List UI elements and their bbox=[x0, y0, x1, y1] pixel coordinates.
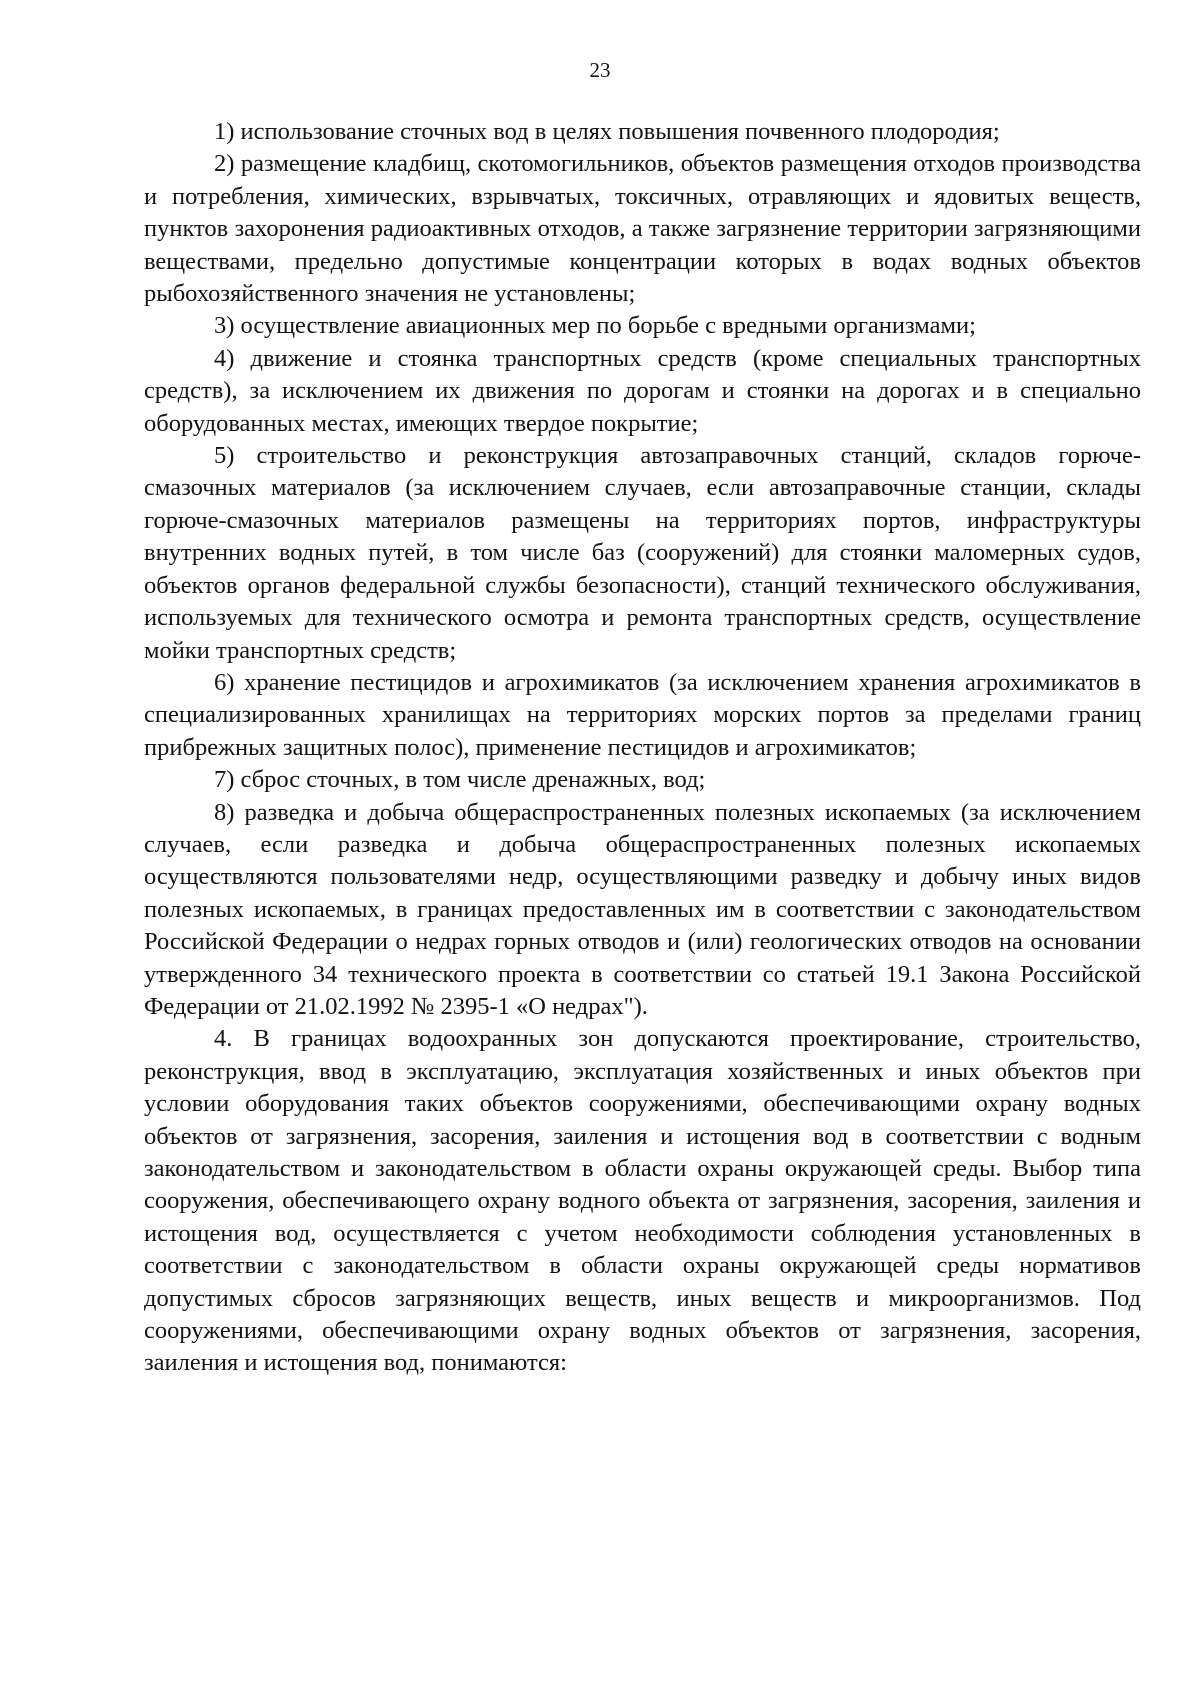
list-item-1: 1) использование сточных вод в целях повышения почвенного плодородия; bbox=[214, 118, 1000, 145]
section-4-paragraph: 4. В границах водоохранных зон допускаются проектирование, строительство, реконструкция, ввод в эксплуатацию, эксплуатация хозяйственных и иных объектов при условии оборудования таких объектов сооружениями, обеспечивающими охрану водных объектов от загрязнения, засорения, заиления и истощения вод в соответствии с водным законодательством и законодательством в области охраны окружающей среды. Выбор типа сооружения, обеспечивающего охрану водного объекта от загрязнения, засорения, заиления и истощения вод, осуществляется с учетом необходимости соблюдения установленных в соответствии с законодательством в области охраны окружающей среды нормативов допустимых сбросов загрязняющих веществ, иных веществ и микроорганизмов. Под сооружениями, обеспечивающими охрану водных объектов от загрязнения, засорения, заиления и истощения вод, понимаются: bbox=[144, 1025, 1141, 1377]
list-item-7: 7) сброс сточных, в том числе дренажных, вод; bbox=[214, 766, 706, 794]
list-item-2: 2) размещение кладбищ, скотомогильников, объектов размещения отходов производства и потребления, химических, взрывчатых, токсичных, отравляющих и ядовитых веществ, пунктов захоронения радиоактивных отходов, а также загрязнение территории загрязняющими веществами, предельно допустимые концентрации которых в водах водных объектов рыбохозяйственного значения не установлены; bbox=[144, 150, 1141, 308]
list-item-6: 6) хранение пестицидов и агрохимикатов (за исключением хранения агрохимикатов в специализированных хранилищах на территориях морских портов за пределами границ прибрежных защитных полос), применение пестицидов и агрохимикатов; bbox=[144, 668, 1141, 761]
document-body bbox=[144, 116, 1141, 1380]
list-item-8: 8) разведка и добыча общераспространенных полезных ископаемых (за исключением случаев, если разведка и добыча общераспространенных полезных ископаемых осуществляются пользователями недр, осуществляющими разведку и добычу иных видов полезных ископаемых, в границах предоставленных им в соответствии с законодательством Российской Федерации о недрах горных отводов и (или) геологических отводов на основании утвержденного 34 технического проекта в соответствии со статьей 19.1 Закона Российской Федерации от 21.02.1992 № 2395-1 «О недрах"). bbox=[144, 798, 1141, 1020]
page-number: 23 bbox=[589, 58, 611, 82]
list-item-3: 3) осуществление авиационных мер по борьбе с вредными организмами; bbox=[214, 312, 976, 340]
list-item-4: 4) движение и стоянка транспортных средств (кроме специальных транспортных средств), за исключением их движения по дорогам и стоянки на дорогах и в специально оборудованных местах, имеющих твердое покрытие; bbox=[144, 344, 1141, 437]
list-item-5: 5) строительство и реконструкция автозаправочных станций, складов горюче-смазочных материалов (за исключением случаев, если автозаправочные станции, склады горюче-смазочных материалов размещены на территориях портов, инфраструктуры внутренних водных путей, в том числе баз (сооружений) для стоянки маломерных судов, объектов органов федеральной службы безопасности), станций технического обслуживания, используемых для технического осмотра и ремонта транспортных средств, осуществление мойки транспортных средств; bbox=[144, 442, 1141, 664]
